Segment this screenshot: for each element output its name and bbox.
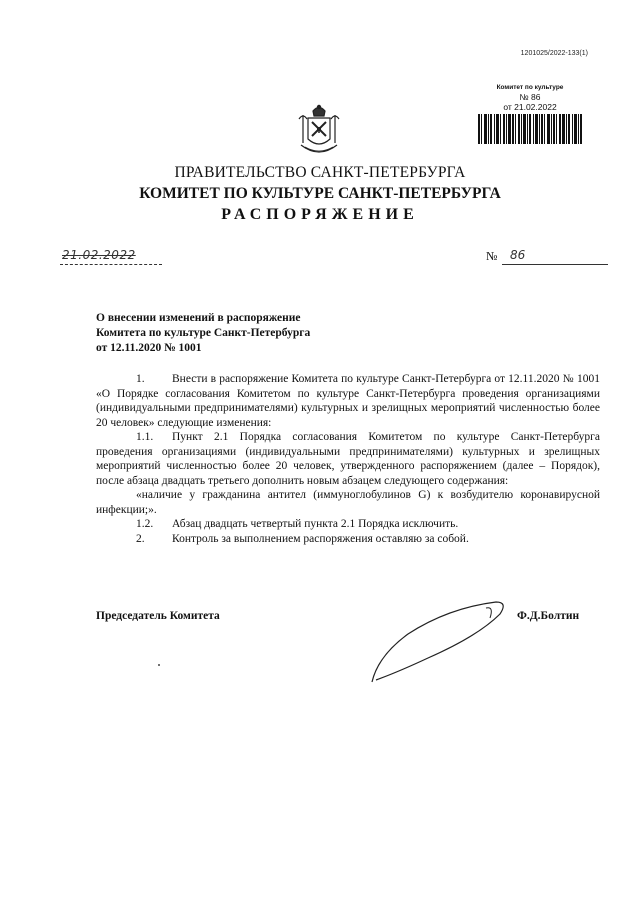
quoted-paragraph: «наличие у гражданина антител (иммуноглобулинов G) к возбудителю коронавирусной инфекции;». bbox=[96, 489, 600, 516]
paragraph-2 bbox=[96, 532, 600, 547]
paragraph-number: 1.2. bbox=[136, 518, 154, 530]
paragraph-1-2 bbox=[96, 517, 600, 532]
paragraph-number: 1. bbox=[136, 373, 145, 385]
subject-line: от 12.11.2020 № 1001 bbox=[96, 342, 202, 354]
signatory-position: Председатель Комитета bbox=[96, 610, 220, 622]
registration-stamp bbox=[478, 84, 582, 144]
paragraph-text: Абзац двадцать четвертый пункта 2.1 Порядка исключить. bbox=[172, 518, 459, 530]
document-body bbox=[96, 372, 600, 546]
stamp-date: от 21.02.2022 bbox=[503, 102, 557, 112]
stamp-org: Комитет по культуре bbox=[496, 84, 564, 91]
paragraph-number: 1.1. bbox=[136, 431, 154, 443]
subject-line: О внесении изменений в распоряжение bbox=[96, 312, 301, 324]
handwritten-signature bbox=[368, 596, 518, 686]
registration-number: 1201025/2022-133(1) bbox=[520, 50, 588, 57]
paragraph-text: Внести в распоряжение Комитета по культуре Санкт-Петербурга от 12.11.2020 № 1001 «О Порядке согласования Комитетом по культуре Санкт-Петербурга проведения организациями (индивидуальными предпринимателями) культурных и зрелищных мероприятий численностью более 20 человек» следующие изменения: bbox=[96, 373, 600, 429]
subject-line: Комитета по культуре Санкт-Петербурга bbox=[96, 327, 311, 339]
stamp-number: № 86 bbox=[519, 92, 541, 102]
coat-of-arms-icon bbox=[295, 103, 343, 161]
paragraph-number: 2. bbox=[136, 532, 145, 545]
document-number-label: № bbox=[486, 249, 498, 263]
paragraph-1 bbox=[96, 372, 600, 430]
document-date: 21.02.2022 bbox=[60, 246, 162, 265]
document-number: 86 bbox=[502, 246, 608, 265]
paragraph-text: Контроль за выполнением распоряжения оставляю за собой. bbox=[172, 532, 469, 545]
paragraph-text: Пункт 2.1 Порядка согласования Комитетом по культуре Санкт-Петербурга проведения организациями (индивидуальными предпринимателями) культурных и зрелищных мероприятий численностью более 20 человек, утвержденного распоряжением (далее – Порядок), после абзаца двадцать третьего дополнить новым абзацем следующего содержания: bbox=[96, 431, 600, 487]
government-heading: ПРАВИТЕЛЬСТВО САНКТ-ПЕТЕРБУРГА bbox=[174, 164, 466, 181]
signatory-name: Ф.Д.Болтин bbox=[517, 610, 580, 622]
document-subject bbox=[96, 311, 396, 356]
barcode-icon bbox=[478, 114, 582, 144]
stray-mark bbox=[158, 664, 160, 666]
document-type-heading: РАСПОРЯЖЕНИЕ bbox=[221, 206, 419, 223]
paragraph-1-1 bbox=[96, 430, 600, 488]
committee-heading: КОМИТЕТ ПО КУЛЬТУРЕ САНКТ-ПЕТЕРБУРГА bbox=[139, 185, 501, 202]
